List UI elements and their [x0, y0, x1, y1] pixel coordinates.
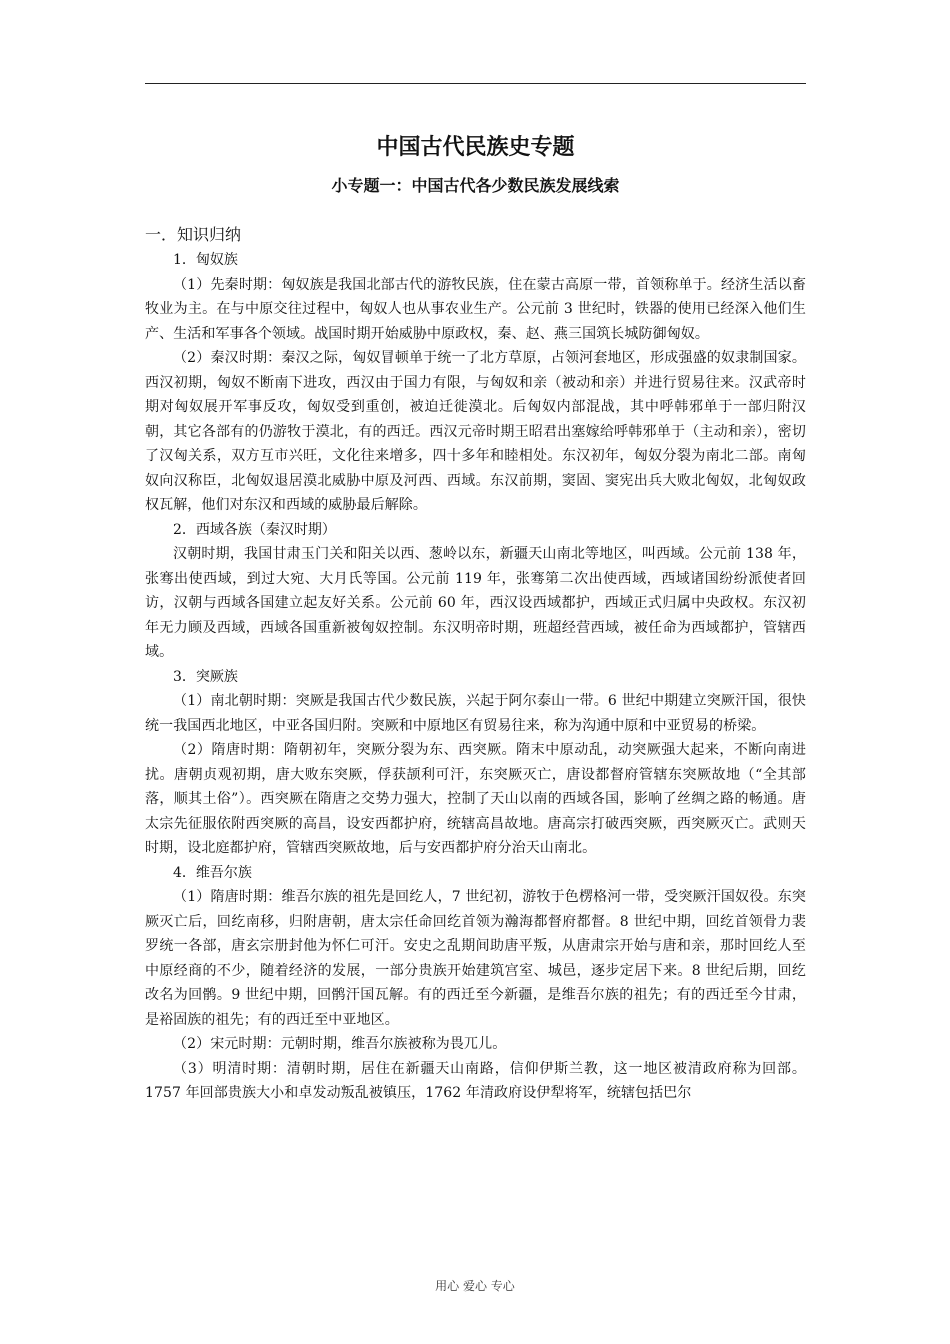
paragraph: （1）南北朝时期：突厥是我国古代少数民族，兴起于阿尔泰山一带。6 世纪中期建立突厥汗国，很快统一我国西北地区，中亚各国归附。突厥和中原地区有贸易往来，称为沟通中原和中亚贸易的桥梁。 — [145, 693, 806, 734]
paragraph: （3）明清时期：清朝时期，居住在新疆天山南路，信仰伊斯兰教，这一地区被清政府称为回部。1757 年回部贵族大小和卓发动叛乱被镇压，1762 年清政府设伊犁将军，统辖包括巴尔 — [145, 1060, 806, 1101]
paragraph: （2）秦汉时期：秦汉之际，匈奴冒顿单于统一了北方草原，占领河套地区，形成强盛的奴隶制国家。西汉初期，匈奴不断南下进攻，西汉由于国力有限，与匈奴和亲（被动和亲）并进行贸易往来。汉武帝时期对匈奴展开军事反攻，匈奴受到重创，被迫迁徙漠北。后匈奴内部混战，其中呼韩邪单于一部归附汉朝，其它各部有的仍游牧于漠北，有的西迁。西汉元帝时期王昭君出塞嫁给呼韩邪单于（主动和亲），密切了汉匈关系，双方互市兴旺，文化往来增多，四十多年和睦相处。东汉初年，匈奴分裂为南北二部。南匈奴向汉称臣，北匈奴退居漠北威胁中原及河西、西域。东汉前期，窦固、窦宪出兵大败北匈奴，北匈奴政权瓦解，他们对东汉和西域的威胁最后解除。 — [145, 350, 806, 513]
paragraph: 汉朝时期，我国甘肃玉门关和阳关以西、葱岭以东，新疆天山南北等地区，叫西域。公元前 138 年，张骞出使西域，到过大宛、大月氏等国。公元前 119 年，张骞第二次出使西域，西域诸国纷纷派使者回访，汉朝与西域各国建立起友好关系。公元前 60 年，西汉设西域都护，西域正式归属中央政权。东汉初年无力顾及西域，西域各国重新被匈奴控制。东汉明帝时期，班超经营西域，被任命为西域都护，管辖西域。 — [145, 546, 806, 660]
paragraph: （2）宋元时期：元朝时期，维吾尔族被称为畏兀儿。 — [173, 1036, 507, 1052]
document-subtitle: 小专题一：中国古代各少数民族发展线索 — [331, 176, 620, 195]
document-title: 中国古代民族史专题 — [376, 135, 575, 160]
sub-heading: 1．匈奴族 — [173, 252, 238, 268]
document-body — [145, 130, 806, 1106]
header-rule — [145, 83, 806, 84]
sub-heading: 3．突厥族 — [173, 668, 238, 685]
section-heading: 一．知识归纳 — [145, 225, 242, 244]
sub-heading: 2．西域各族（秦汉时期） — [173, 521, 336, 538]
paragraph: （1）隋唐时期：维吾尔族的祖先是回纥人，7 世纪初，游牧于色楞格河一带，受突厥汗国奴役。东突厥灭亡后，回纥南移，归附唐朝，唐太宗任命回纥首领为瀚海都督府都督。8 世纪中期，回纥首领骨力裴罗统一各部，唐玄宗册封他为怀仁可汗。安史之乱期间助唐平叛，从唐肃宗开始与唐和亲，那时回纥人至中原经商的不少，随着经济的发展，一部分贵族开始建筑宫室、城邑，逐步定居下来。8 世纪后期，回纥改名为回鹘。9 世纪中期，回鹘汗国瓦解。有的西迁至今新疆，是维吾尔族的祖先；有的西迁至今甘肃，是裕固族的祖先；有的西迁至中亚地区。 — [145, 889, 806, 1028]
paragraph: （2）隋唐时期：隋朝初年，突厥分裂为东、西突厥。隋末中原动乱，动突厥强大起来，不断向南进扰。唐朝贞观初期，唐大败东突厥，俘获颉利可汗，东突厥灭亡，唐设都督府管辖东突厥故地（“全其部落，顺其土俗”）。西突厥在隋唐之交势力强大，控制了天山以南的西域各国，影响了丝绸之路的畅通。唐太宗先征服依附西突厥的高昌，设安西都护府，统辖高昌故地。唐高宗打破西突厥，西突厥灭亡。武则天时期，设北庭都护府，管辖西突厥故地，后与安西都护府分治天山南北。 — [145, 742, 806, 856]
paragraph: （1）先秦时期：匈奴族是我国北部古代的游牧民族，住在蒙古高原一带，首领称单于。经济生活以畜牧业为主。在与中原交往过程中，匈奴人也从事农业生产。公元前 3 世纪时，铁器的使用已经深入他们生产、生活和军事各个领域。战国时期开始威胁中原政权，秦、赵、燕三国筑长城防御匈奴。 — [145, 276, 806, 342]
page-footer: 用心 爱心 专心 — [435, 1279, 515, 1293]
sub-heading: 4．维吾尔族 — [173, 864, 252, 881]
